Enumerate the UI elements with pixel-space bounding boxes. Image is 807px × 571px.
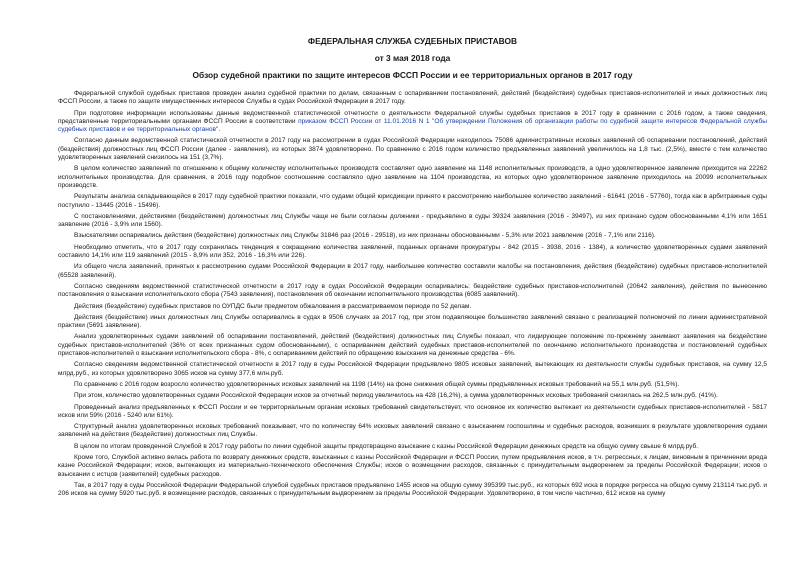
document-title: ФЕДЕРАЛЬНАЯ СЛУЖБА СУДЕБНЫХ ПРИСТАВОВ — [307, 36, 518, 46]
body-paragraph — [58, 423, 767, 440]
paragraph-text: При этом, количество удовлетворенных судами Российской Федерации исков за отчетный период увеличилось на 428 (16,2%), а сумма удовлетворенных исковых требований снизилась на 262,5 млн.руб. (41%). — [74, 392, 718, 400]
document-body — [58, 90, 767, 498]
body-paragraph — [58, 333, 767, 358]
body-paragraph — [58, 110, 767, 135]
body-paragraph — [58, 392, 767, 400]
body-paragraph — [58, 443, 767, 451]
body-paragraph — [58, 283, 767, 300]
body-paragraph — [58, 482, 767, 499]
paragraph-text: Из общего числа заявлений, принятых к рассмотрению судами Российской Федерации в 2017 году, наибольшее количество составили жалобы на постановления, действия (бездействие) судебных приставов-исполнителей (65528 заявлений). — [58, 263, 767, 279]
paragraph-text: Результаты анализа складывающейся в 2017 году судебной практики показали, что судами общей юрисдикции принято к рассмотрению наибольшее количество заявлений - 61641 (2016 - 57760), тогда как в арбитражные суды поступило - 13445 (2016 - 15496). — [58, 193, 767, 209]
paragraph-text-tail: . — [218, 126, 221, 134]
paragraph-text: Так, в 2017 году в суды Российской Федерации Федеральной службой судебных приставов предъявлено 1455 исков на общую сумму 395399 тыс.руб., из которых 692 иска в порядке регресса на общую сумму 213114 тыс.руб. и 206 исков на сумму 5920 тыс.руб. в возмещение расходов, связанных с принудительным выдворением за пределы Российской Федерации. Удовлетворено, в том числе частично, 612 исков на сумму — [58, 481, 767, 498]
paragraph-text: Структурный анализ удовлетворенных исковых требований показывает, что по количеству 64% исковых заявлений связано с взысканием госпошлины и судебных расходов, возникших в результате удовлетворения судами заявлений на действия (бездействие) должностных лиц Службы. — [58, 423, 767, 439]
paragraph-text: Действия (бездействие) судебных приставов по ОУПДС были предметом обжалования в рассматриваемом периоде по 52 делам. — [74, 302, 472, 310]
body-paragraph — [58, 454, 767, 479]
paragraph-text: В целом количество заявлений по отношению к общему количеству исполнительных производств составляет одно заявление на 1148 исполнительных производств, а одно удовлетворенное заявление приходится на 22262 исполнительных производства. Для сравнения, в 2016 году подобное соотношение составляло одно заявление на 1104 производства, из которых одно удовлетворенное заявление приходилось на 20099 исполнительных производств. — [58, 165, 767, 189]
body-paragraph — [58, 361, 767, 378]
paragraph-text: Согласно сведениям ведомственной статистической отчетности в 2017 году в судах Российской Федерации оспаривались: бездействие судебных приставов-исполнителей (20642 заявления), действия по вынесению постановления о взыскании исполнительского сбора (7543 заявления), постановления об окончании исполнительного производства (6085 заявлений). — [58, 282, 767, 299]
body-paragraph — [58, 213, 767, 230]
paragraph-text: Взыскателями оспаривались действия (бездействие) должностных лиц Службы 31846 раз (2016 - 29518), из них признаны обоснованными - 5,3% или 2021 заявление (2016 - 7,1% или 2116). — [74, 232, 656, 240]
paragraph-text: С постановлениями, действиями (бездействием) должностных лиц Службы чаще не были согласны должники - предъявлено в суды 39324 заявления (2016 - 39497), из них признано судом обоснованными 4,1% или 1651 заявление (2016 - 3,9% или 1560). — [58, 212, 767, 229]
body-paragraph — [58, 137, 767, 162]
paragraph-text: По сравнению с 2016 годом возросло количество удовлетворенных исковых заявлений на 1198 (14%) на фоне снижения общей суммы предъявленных исковых требований на 55,1 млн.руб. (51,5%). — [74, 380, 680, 388]
paragraph-text: Необходимо отметить, что в 2017 году сохранилась тенденция к сокращению количества заявлений, поданных органами прокуратуры - 842 (2015 - 3938, 2016 - 1384), а количество удовлетворенных судами заявлений составило 14,1% или 119 заявлений (2015 - 8,9% или 352, 2016 - 16,3% или 226). — [58, 243, 767, 260]
body-paragraph — [58, 193, 767, 210]
body-paragraph — [58, 90, 767, 107]
paragraph-text: Кроме того, Службой активно велась работа по возврату денежных средств, взысканных с казны Российской Федерации и ФССП России, путем предъявления исков, в т.ч. регрессных, к лицам, виновным в причинении вреда казне Российской Федерации; исков, вытекающих из материально-технического обеспечения Службы; исков о возмещении расходов, связанных с принудительным выдворением за пределы Российской Федерации; исков о взыскании с истцов (заявителей) судебных расходов. — [58, 453, 767, 478]
paragraph-text: При подготовке информации использованы данные ведомственной статистической отчетности о деятельности Федеральной службы судебных приставов в 2017 году в сравнении с 2016 годом, а также сведения, представленные территориальными органами ФССП России в соответствии — [58, 109, 767, 125]
body-paragraph — [58, 165, 767, 190]
document-subtitle: Обзор судебной практики по защите интересов ФССП России и ее территориальных органов в 2017 году — [192, 70, 633, 80]
body-paragraph — [58, 244, 767, 261]
body-paragraph — [58, 232, 767, 240]
body-paragraph — [58, 314, 767, 331]
paragraph-text: Согласно сведениям ведомственной статистической отчетности в 2017 году в суды Российской Федерации предъявлено 9805 исковых заявлений, вытекающих из деятельности службы судебных приставов, на сумму 12,5 млрд.руб., из которых удовлетворено 3065 исков на сумму 377,6 млн.руб. — [58, 361, 767, 377]
paragraph-text: Федеральной службой судебных приставов проведен анализ судебной практики по делам, связанным с оспариванием постановлений, действий (бездействия) судебных приставов-исполнителей и иных должностных лиц ФССП России, а также по защите имущественных интересов Службы в судах Российской Федерации в 2017 году. — [58, 90, 767, 106]
document-date: от 3 мая 2018 года — [374, 53, 451, 63]
paragraph-text: В целом по итогам проведенной Службой в 2017 году работы по линии судебной защиты предотвращено взыскание с казны Российской Федерации денежных средств на общую сумму свыше 6 млрд.руб. — [74, 442, 699, 450]
order-link[interactable]: приказом ФССП России от 11.01.2016 N 1 "Об утверждении Положения об организации работы по судебной защите интересов Федеральной службы судебных приставов и ее территориальных органов" — [58, 117, 767, 134]
paragraph-text: Согласно данным ведомственной статистической отчетности в 2017 году на рассмотрении в судах Российской Федерации находилось 75086 административных исковых заявлений об оспаривании постановлений, действий (бездействия) должностных лиц ФССП России (далее - заявления), из которых 3874 удовлетворено. По сравнению с 2016 годом количество предъявленных заявлений увеличилось на 1,8 тыс. (2,5%), вместе с тем количество удовлетворенных заявлений снизилось на 151 (3,7%). — [58, 137, 767, 162]
paragraph-text: Проведенный анализ предъявленных к ФССП России и ее территориальным органам исковых требований свидетельствует, что основное их количество вытекает из деятельности судебных приставов-исполнителей - 5817 исков или 59% (2016 - 5240 или 61%). — [58, 403, 767, 419]
body-paragraph — [58, 381, 767, 389]
body-paragraph — [58, 263, 767, 280]
paragraph-text: Анализ удовлетворенных судами заявлений об оспаривании постановлений, действий (бездействия) должностных лиц Службы показал, что лидирующее положение по-прежнему занимают заявления на бездействие судебных приставов-исполнителей (36% от всех признанных судом обоснованными), с оспариванием действий судебных приставов-исполнителей по окончанию исполнительного производства и постановлений судебных приставов-исполнителей о взыскании исполнительского сбора - 8%, с оспариванием действий по обращению взыскания на денежные средства - 6%. — [58, 333, 767, 358]
body-paragraph — [58, 404, 767, 421]
paragraph-text: Действия (бездействие) иных должностных лиц Службы оспаривались в судах в 9506 случаях за 2017 год, при этом подавляющее большинство заявлений связано с реализацией полномочий по линии административной практики (5691 заявление). — [58, 313, 767, 330]
body-paragraph — [58, 303, 767, 311]
